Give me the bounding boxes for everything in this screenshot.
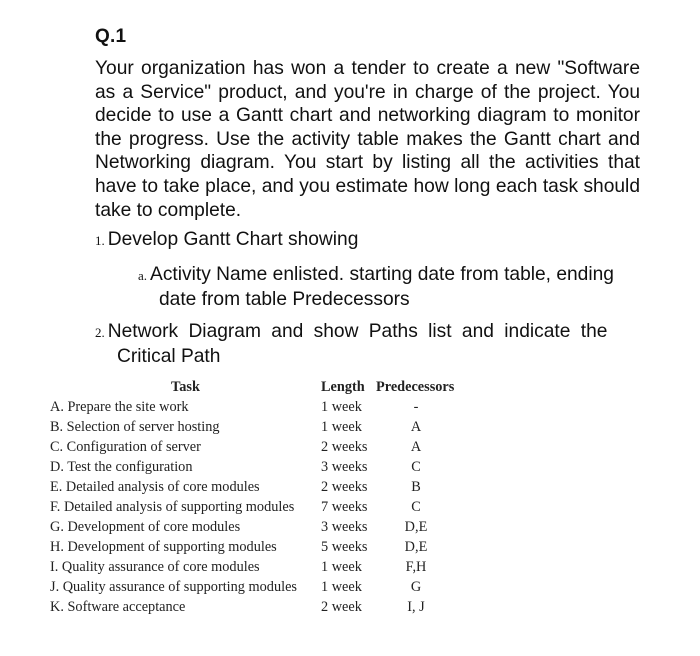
list-item-text-line2: date from table Predecessors xyxy=(159,288,410,310)
cell-length: 1 week xyxy=(321,419,362,435)
list-marker: a. xyxy=(138,268,148,283)
cell-task: D. Test the configuration xyxy=(50,459,193,475)
list-item-1 xyxy=(95,228,640,253)
cell-length: 3 weeks xyxy=(321,459,368,475)
cell-predecessors: A xyxy=(410,419,422,435)
cell-predecessors: C xyxy=(411,459,421,475)
cell-task: C. Configuration of server xyxy=(50,439,201,455)
cell-length: 1 week xyxy=(321,399,362,415)
cell-length: 7 weeks xyxy=(321,499,368,515)
cell-length: 1 week xyxy=(321,559,362,575)
table-row xyxy=(50,497,456,517)
table-row xyxy=(50,417,456,437)
table-row xyxy=(50,537,456,557)
cell-task: B. Selection of server hosting xyxy=(50,419,220,435)
cell-predecessors: I, J xyxy=(407,599,425,615)
cell-task: G. Development of core modules xyxy=(50,519,241,535)
cell-predecessors: - xyxy=(413,399,419,415)
header-length: Length xyxy=(321,379,365,395)
cell-predecessors: D,E xyxy=(404,519,428,535)
header-task: Task xyxy=(171,379,200,395)
list-item-text-line1: Activity Name enlisted. starting date from table, ending xyxy=(150,264,614,285)
cell-task: I. Quality assurance of core modules xyxy=(50,559,260,575)
list-item-text-line2: Critical Path xyxy=(117,345,221,367)
cell-task: K. Software acceptance xyxy=(50,599,186,615)
table-row xyxy=(50,557,456,577)
table-body xyxy=(50,397,456,617)
list-marker: 1. xyxy=(95,233,105,248)
cell-predecessors: C xyxy=(411,499,421,515)
list-item-text-line1: Network Diagram and show Paths list and indicate the xyxy=(107,321,608,342)
list-item-1a xyxy=(138,263,640,311)
table-row xyxy=(50,477,456,497)
question-paragraph: Your organization has won a tender to create a new "Software as a Service" product, and you're in charge of the project. You decide to use a Gantt chart and networking diagram to monitor the progress. Use the activity table makes the Gantt chart and Networking diagram. You start by listing all the activities that have to take place, and you estimate how long each task should take to complete. xyxy=(95,58,640,221)
list-marker: 2. xyxy=(95,325,105,340)
question-title: Q.1 xyxy=(95,26,127,47)
cell-task: A. Prepare the site work xyxy=(50,399,189,415)
table-row xyxy=(50,577,456,597)
cell-length: 5 weeks xyxy=(321,539,368,555)
table-row xyxy=(50,517,456,537)
cell-predecessors: F,H xyxy=(405,559,427,575)
cell-task: H. Development of supporting modules xyxy=(50,539,277,555)
cell-length: 2 weeks xyxy=(321,439,368,455)
list-item-2 xyxy=(95,320,640,368)
cell-task: E. Detailed analysis of core modules xyxy=(50,479,260,495)
table-row xyxy=(50,457,456,477)
cell-predecessors: B xyxy=(411,479,421,495)
cell-predecessors: D,E xyxy=(404,539,428,555)
cell-length: 3 weeks xyxy=(321,519,368,535)
list-item-text: Develop Gantt Chart showing xyxy=(107,229,359,250)
table-row xyxy=(50,397,456,417)
cell-task: J. Quality assurance of supporting modules xyxy=(50,579,297,595)
cell-length: 2 weeks xyxy=(321,479,368,495)
cell-length: 1 week xyxy=(321,579,362,595)
cell-predecessors: A xyxy=(410,439,422,455)
header-predecessors: Predecessors xyxy=(376,379,455,395)
cell-task: F. Detailed analysis of supporting modules xyxy=(50,499,295,515)
table-row xyxy=(50,597,456,617)
activity-table xyxy=(50,377,456,617)
table-header-row xyxy=(50,377,456,397)
table-row xyxy=(50,437,456,457)
cell-length: 2 week xyxy=(321,599,362,615)
cell-predecessors: G xyxy=(410,579,422,595)
